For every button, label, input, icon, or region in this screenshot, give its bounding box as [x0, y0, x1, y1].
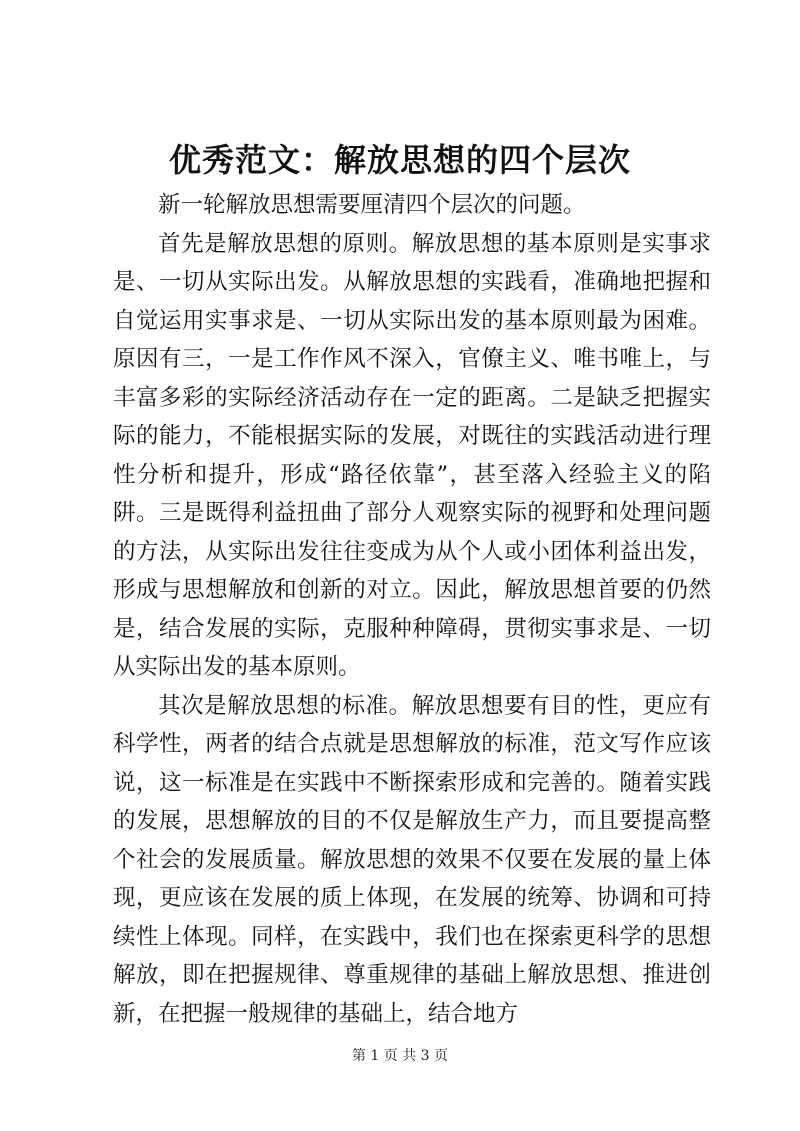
document-title: 优秀范文：解放思想的四个层次 [168, 141, 631, 179]
page-footer: 第 1 页 共 3 页 [351, 1048, 449, 1064]
paragraph: 其次是解放思想的标准。解放思想要有目的性，更应有科学性，两者的结合点就是思想解放的标准，范文写作应该说，这一标准是在实践中不断探索形成和完善的。随着实践的发展，思想解放的目的不仅是解放生产力，而且要提高整个社会的发展质量。解放思想的效果不仅要在发展的量上体现，更应该在发展的质上体现，在发展的统筹、协调和可持续性上体现。同样，在实践中，我们也在探索更科学的思想解放，即在把握规律、尊重规律的基础上解放思想、推进创新，在把握一般规律的基础上，结合地方 [113, 692, 711, 1027]
document-body [113, 186, 711, 1033]
paragraph: 首先是解放思想的原则。解放思想的基本原则是实事求是、一切从实际出发。从解放思想的实践看，准确地把握和自觉运用实事求是、一切从实际出发的基本原则最为困难。原因有三，一是工作作风不深入，官僚主义、唯书唯上，与丰富多彩的实际经济活动存在一定的距离。二是缺乏把握实际的能力，不能根据实际的发展，对既往的实践活动进行理性分析和提升，形成“路径依靠”，甚至落入经验主义的陷阱。三是既得利益扭曲了部分人观察实际的视野和处理问题的方法，从实际出发往往变成为从个人或小团体利益出发，形成与思想解放和创新的对立。因此，解放思想首要的仍然是，结合发展的实际，克服种种障碍，贯彻实事求是、一切从实际出发的基本原则。 [113, 230, 711, 680]
paragraph: 新一轮解放思想需要厘清四个层次的问题。 [158, 192, 586, 218]
